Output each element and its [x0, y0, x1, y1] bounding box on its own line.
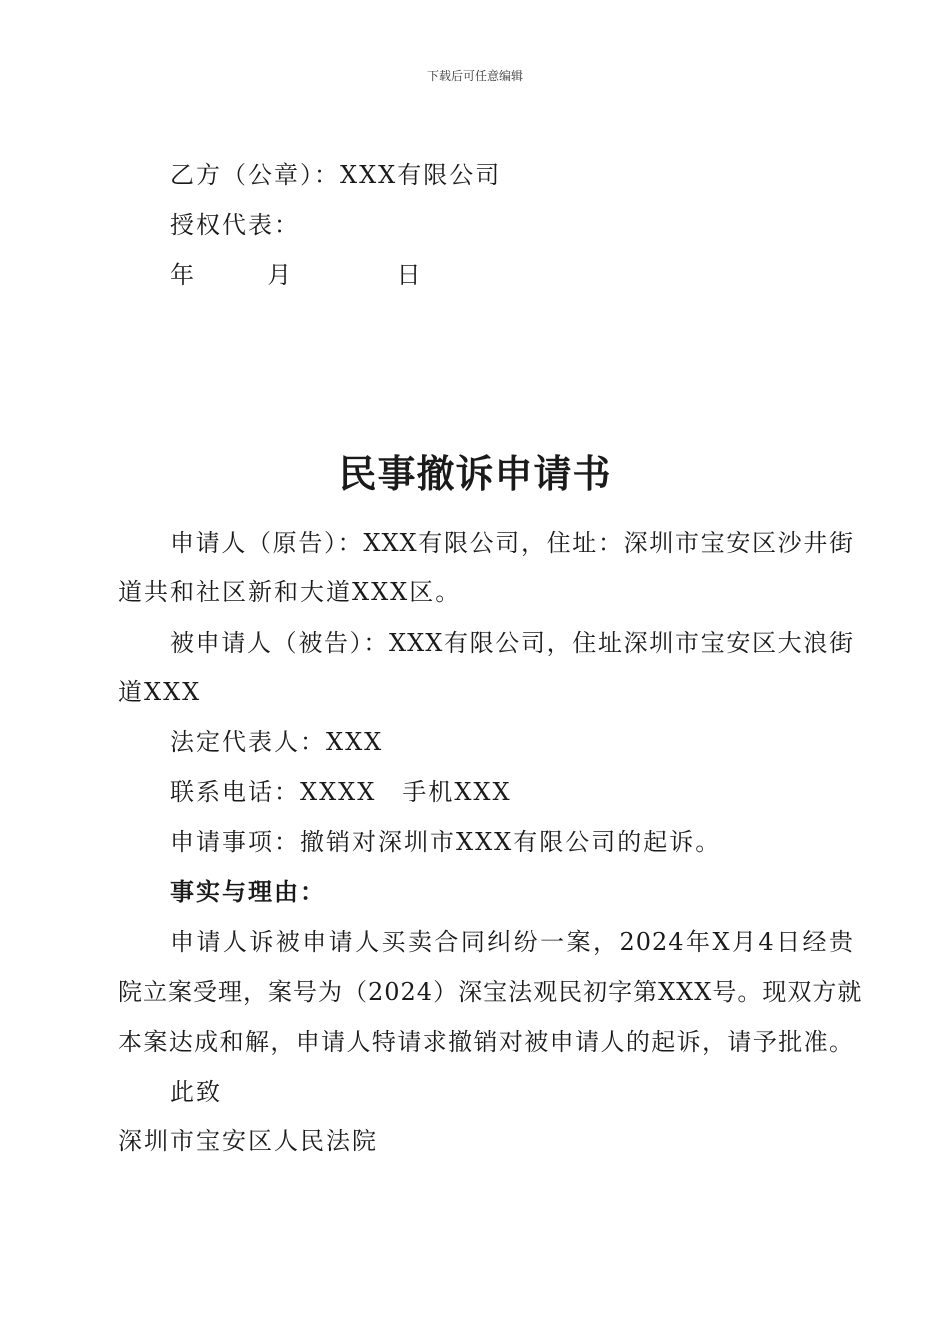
page-header-note: 下载后可任意编辑 [426, 69, 523, 83]
facts-line-3: 本案达成和解，申请人特请求撤销对被申请人的起诉，请予批准。 [118, 1028, 854, 1056]
party-b-seal-line: 乙方（公章）：XXX有限公司 [170, 161, 502, 189]
contact-phone-line: 联系电话：XXXX 手机XXX [170, 778, 512, 806]
document-title: 民事撤诉申请书 [338, 451, 612, 496]
date-day-label: 日 [396, 261, 423, 289]
salutation-line: 此致 [170, 1078, 222, 1106]
signature-date-line [170, 260, 423, 290]
facts-line-1: 申请人诉被申请人买卖合同纠纷一案，2024年X月4日经贵 [170, 928, 854, 956]
date-year-label: 年 [170, 261, 196, 289]
date-month-label: 月 [267, 261, 294, 289]
authorized-representative-line: 授权代表： [170, 211, 300, 239]
applicant-line-2: 道共和社区新和大道XXX区。 [118, 578, 462, 606]
facts-line-2: 院立案受理，案号为（2024）深宝法观民初字第XXX号。现双方就 [118, 978, 863, 1006]
respondent-line-2: 道XXX [118, 678, 202, 706]
respondent-line-1: 被申请人（被告）：XXX有限公司，住址深圳市宝安区大浪街 [170, 629, 854, 657]
court-name-line: 深圳市宝安区人民法院 [118, 1127, 378, 1155]
applicant-line-1: 申请人（原告）：XXX有限公司，住址：深圳市宝安区沙井街 [170, 529, 854, 557]
request-line: 申请事项：撤销对深圳市XXX有限公司的起诉。 [170, 828, 722, 856]
legal-representative-line: 法定代表人：XXX [170, 728, 384, 756]
facts-heading: 事实与理由： [170, 877, 326, 906]
